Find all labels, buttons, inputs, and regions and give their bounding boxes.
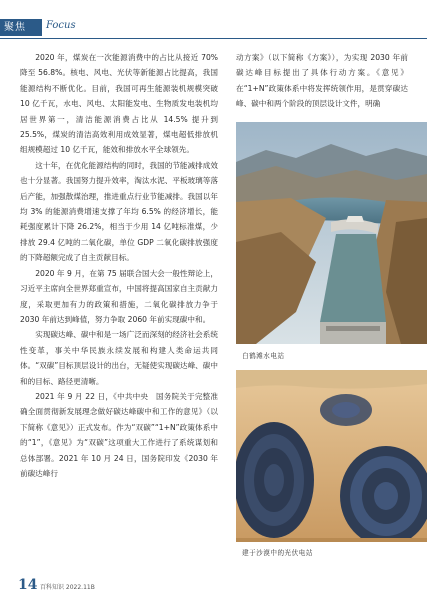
paragraph: 2020 年，煤炭在一次能源消费中的占比从接近 70% 降至 56.8%。核电、风电、光伏等新能源占比提高，我国能源结构不断优化。目前，我国可再生能源装机规模突破 10 亿千瓦，水电、风电、太阳能发电、生物质发电装机均居世界第一，清洁能源消费占比从 14.5% 提升到 25.5%，煤炭的清洁高效利用成效显著，煤电超低排放机组规模超过 10 亿千瓦，能效和排放水平全球领先。 — [20, 53, 218, 155]
paragraph: 这十年，在优化能源结构的同时，我国的节能减排成效也十分显著。我国努力提升效率，淘汰水泥、平板玻璃等落后产能，加强散煤治理，推进重点行业节能减排。我国以年均 3% 的能源消费增速支撑了年均 6.5% 的经济增长，能耗强度累计下降 26.2%，相当于少用 14 亿吨标准煤，少排放 29.4 亿吨的二氧化碳，单位 GDP 二氧化碳排放强度的下降超额完成了自主贡献目标。 — [20, 160, 218, 263]
page-footer — [0, 576, 427, 601]
article-left-column — [20, 50, 218, 570]
section-badge-english: Focus — [46, 20, 76, 31]
publication-info: 百科知识 2022.11B — [40, 584, 95, 591]
paragraph-continued: 动方案》（以下简称《方案》），为实现 2030 年前碳达峰目标提出了具体行动方案。《意见》在“1+N”政策体系中将发挥统领作用，是贯穿碳达峰、碳中和两个阶段的顶层设计文件，明确 — [236, 53, 408, 109]
paragraph: 2020 年 9 月，在第 75 届联合国大会一般性辩论上，习近平主席向全世界郑重宣布，中国将提高国家自主贡献力度，采取更加有力的政策和措施，二氧化碳排放力争于 2030 年前达到峰值，努力争取 2060 年前实现碳中和。 — [20, 268, 218, 324]
section-badge: 聚焦 — [0, 19, 42, 36]
photo-caption: 白鹤滩水电站 — [242, 352, 285, 360]
hydropower-dam-photo — [236, 122, 427, 344]
page-header — [0, 0, 427, 40]
page-number: 14 — [18, 577, 38, 593]
desert-solar-plant-photo — [236, 370, 427, 542]
header-divider — [0, 38, 427, 39]
photo-caption: 建于沙漠中的光伏电站 — [242, 549, 313, 557]
paragraph: 实现碳达峰、碳中和是一场广泛而深刻的经济社会系统性变革，事关中华民族永续发展和构建人类命运共同体。“双碳”目标顶层设计的出台，无疑使实现碳达峰、碳中和的目标、路径更清晰。 — [20, 330, 218, 386]
paragraph: 2021 年 9 月 22 日，《中共中央 国务院关于完整准确全面贯彻新发展理念做好碳达峰碳中和工作的意见》（以下简称《意见》）正式发布。作为“双碳”“1+N”政策体系中的“1”，《意见》为“双碳”这项重大工作进行了系统谋划和总体部署。2021 年 10 月 24 日，国务院印发《2030 年前碳达峰行 — [20, 391, 218, 478]
article-right-column — [236, 50, 408, 115]
